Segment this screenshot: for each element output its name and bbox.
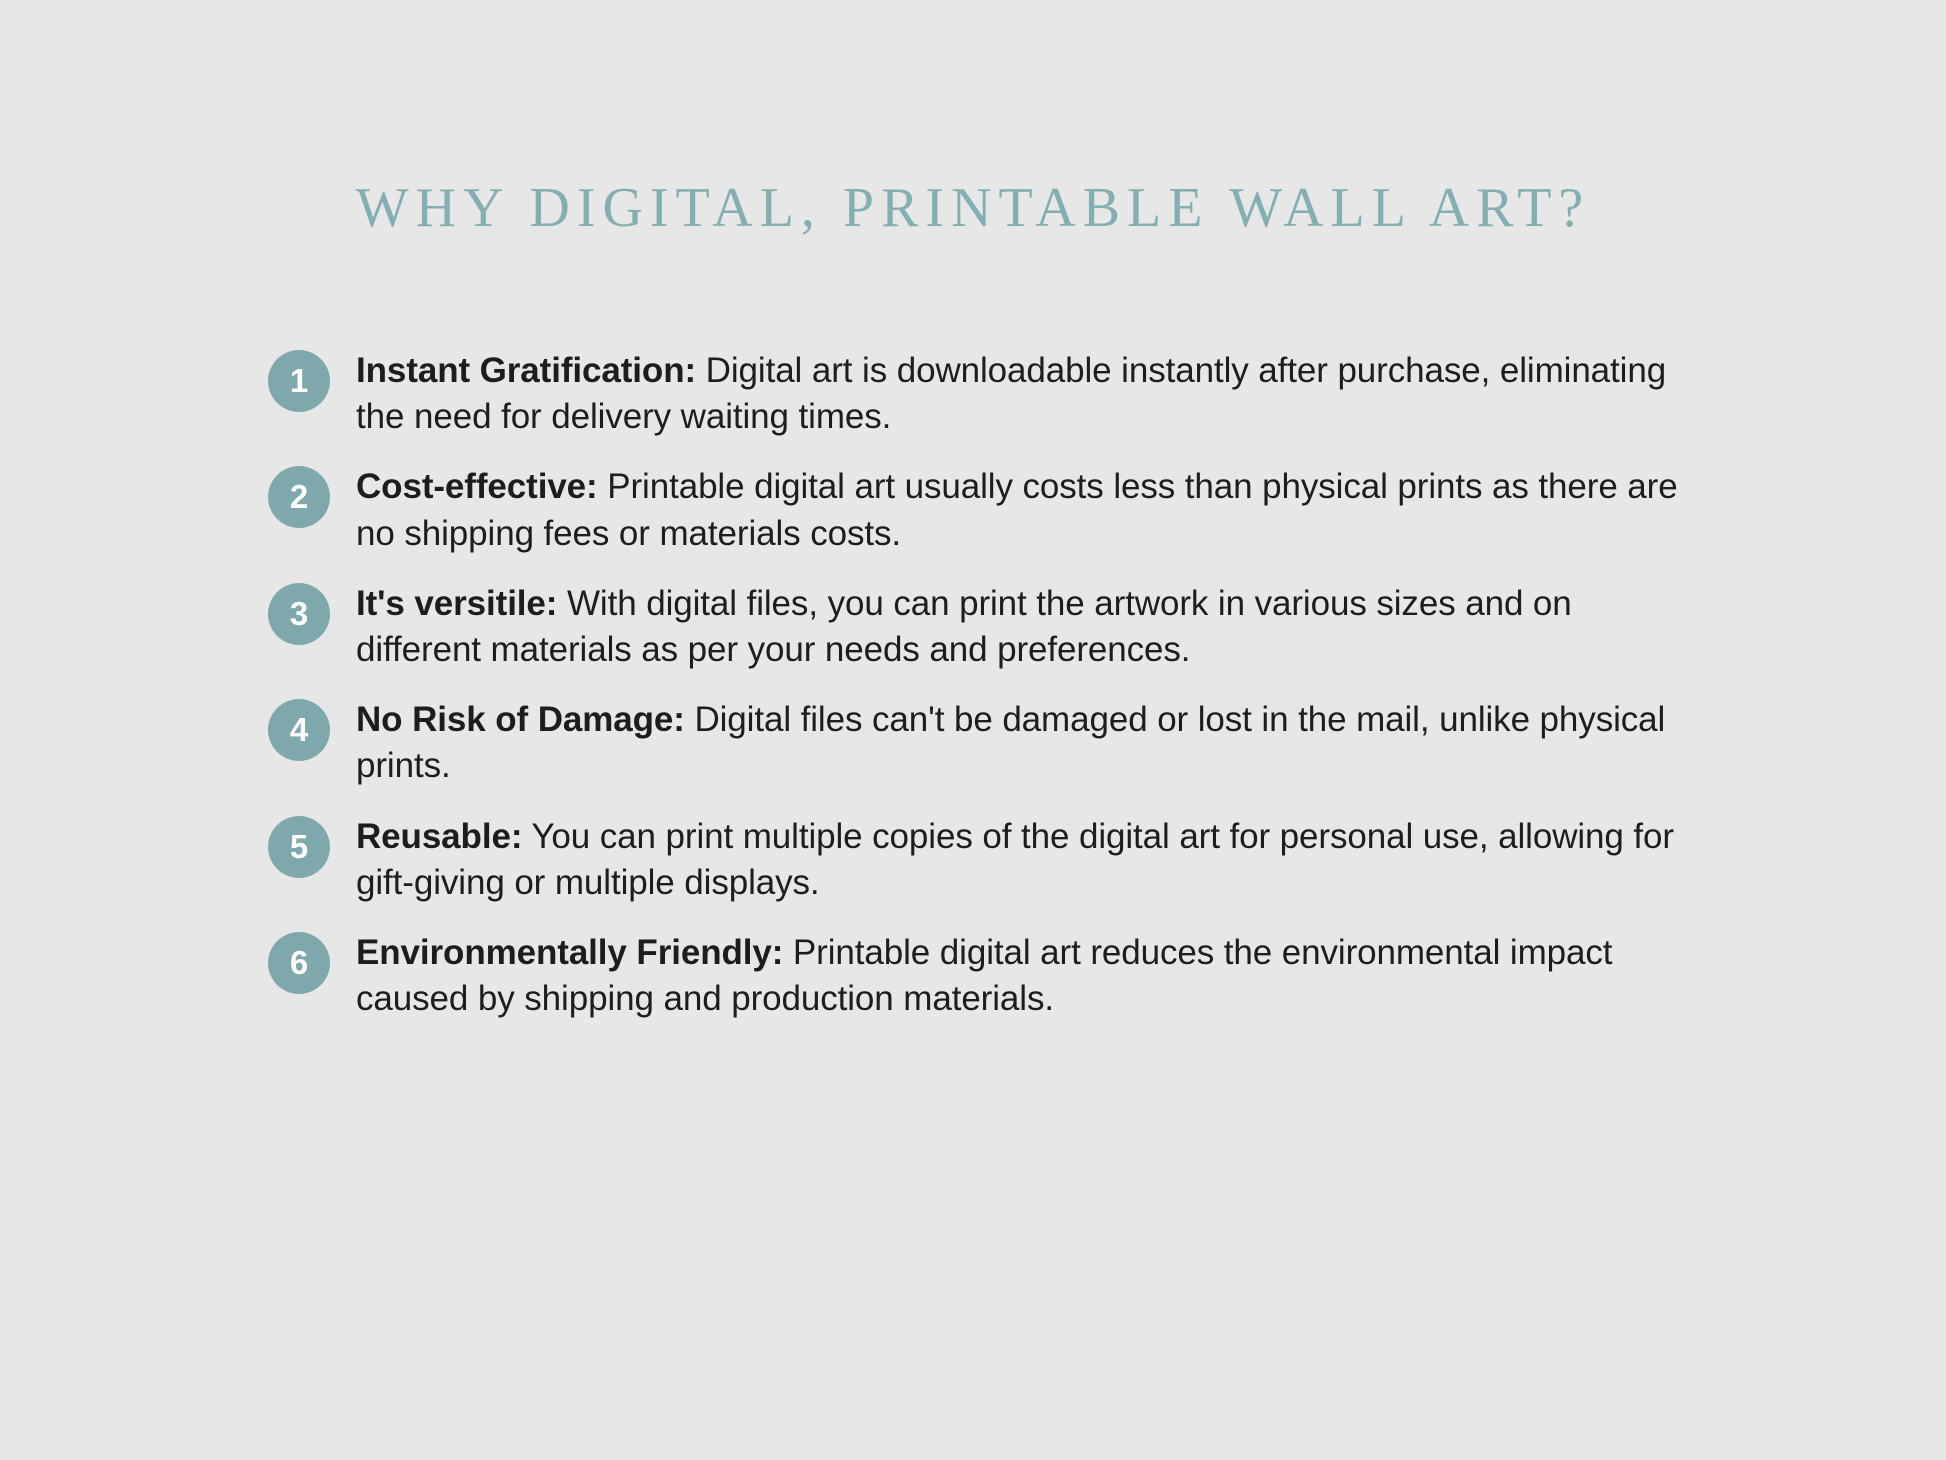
list-item-number-badge: 3 bbox=[268, 583, 330, 645]
list-item-number-badge: 4 bbox=[268, 699, 330, 761]
list-item-text bbox=[356, 348, 1698, 440]
list-item-number-badge: 5 bbox=[268, 816, 330, 878]
list-item-lead: No Risk of Damage: bbox=[356, 700, 685, 740]
list-item-number-badge: 6 bbox=[268, 932, 330, 994]
list-item-lead: Reusable: bbox=[356, 816, 523, 856]
list-item-body: You can print multiple copies of the digital art for personal use, allowing for gift-giving or multiple displays. bbox=[356, 816, 1674, 902]
list-item bbox=[268, 930, 1698, 1022]
list-item-body: Digital art is downloadable instantly after purchase, eliminating the need for delivery waiting times. bbox=[356, 351, 1667, 437]
list-item bbox=[268, 581, 1698, 673]
list-item bbox=[268, 464, 1698, 556]
list-item-body: With digital files, you can print the artwork in various sizes and on different materials as per your needs and preferences. bbox=[356, 583, 1572, 669]
list-item-body: Printable digital art usually costs less than physical prints as there are no shipping fees or materials costs. bbox=[356, 467, 1678, 553]
list-item-text bbox=[356, 930, 1698, 1022]
list-item-text bbox=[356, 697, 1698, 789]
list-item-lead: It's versitile: bbox=[356, 583, 558, 623]
list-item-text bbox=[356, 581, 1698, 673]
list-item-number-badge: 2 bbox=[268, 466, 330, 528]
list-item bbox=[268, 697, 1698, 789]
list-item-body: Digital files can't be damaged or lost in the mail, unlike physical prints. bbox=[356, 700, 1666, 786]
list-item-body: Printable digital art reduces the environmental impact caused by shipping and production materials. bbox=[356, 932, 1613, 1019]
list-item-number-badge: 1 bbox=[268, 350, 330, 412]
list-item-lead: Environmentally Friendly: bbox=[356, 932, 784, 972]
list-item bbox=[268, 348, 1698, 440]
list-item-text bbox=[356, 464, 1698, 556]
list-item-lead: Cost-effective: bbox=[356, 467, 598, 507]
benefits-list bbox=[268, 348, 1698, 1046]
list-item-lead: Instant Gratification: bbox=[356, 351, 697, 390]
list-item bbox=[268, 814, 1698, 906]
list-item-text bbox=[356, 814, 1698, 906]
page-title: WHY DIGITAL, PRINTABLE WALL ART? bbox=[355, 177, 1591, 239]
